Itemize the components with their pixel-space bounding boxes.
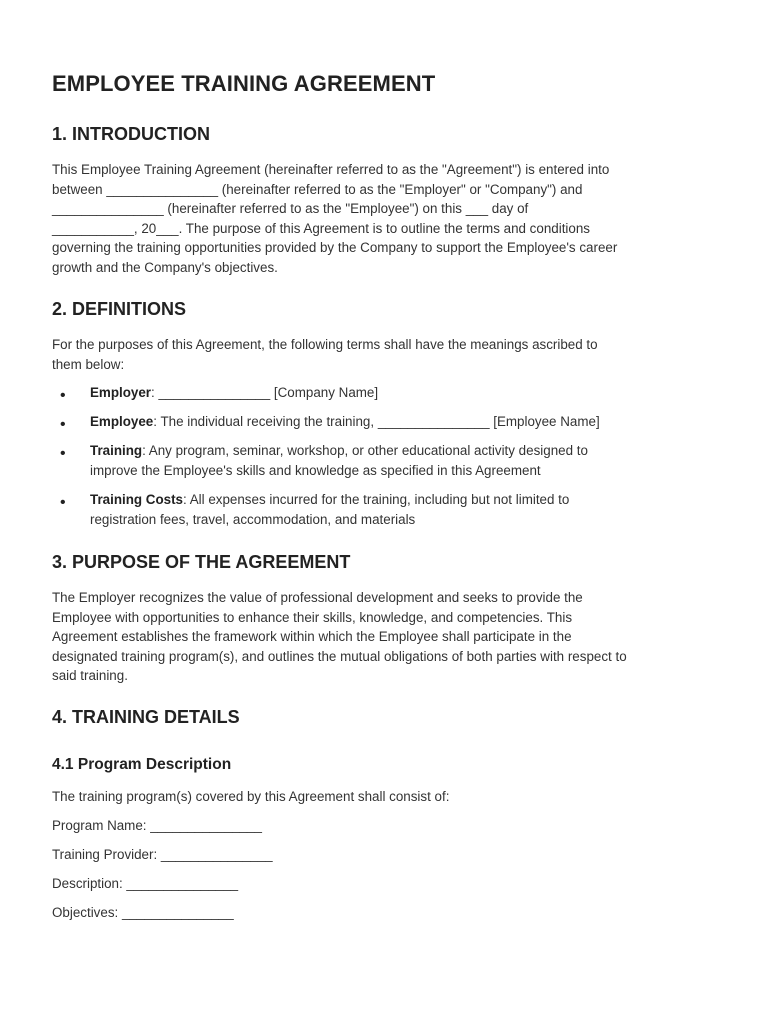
program-description-intro: The training program(s) covered by this Agreement shall consist of:	[52, 789, 450, 804]
definition-term: Training Costs	[90, 492, 184, 507]
bullet-icon: •	[60, 494, 66, 511]
description-field: Description: _______________	[52, 876, 239, 891]
definition-body: registration fees, travel, accommodation, and materials	[90, 511, 416, 527]
purpose-line: The Employer recognizes the value of professional development and seeks to provide the	[52, 590, 583, 605]
definition-term: Training	[90, 443, 143, 458]
purpose-heading: 3. PURPOSE OF THE AGREEMENT	[52, 552, 351, 572]
definition-text	[90, 441, 730, 480]
definitions-intro	[52, 335, 724, 374]
training-provider-field: Training Provider: _______________	[52, 847, 273, 862]
bullet-icon: •	[60, 445, 66, 462]
definitions-intro-line: them below:	[52, 356, 125, 372]
introduction-line: ___________, 20___. The purpose of this Agreement is to outline the terms and conditions	[52, 220, 590, 236]
definition-body: : The individual receiving the training, _______________ [Employee Name]	[153, 414, 600, 429]
introduction-line: _______________ (hereinafter referred to as the "Employee") on this ___ day of	[52, 201, 529, 216]
definition-text	[90, 383, 730, 403]
introduction-line: governing the training opportunities provided by the Company to support the Employee's career	[52, 240, 618, 255]
introduction-line: growth and the Company's objectives.	[52, 259, 278, 275]
bullet-icon: •	[60, 416, 66, 433]
introduction-line: This Employee Training Agreement (hereinafter referred to as the "Agreement") is entered into	[52, 162, 610, 177]
program-description-heading: 4.1 Program Description	[52, 756, 232, 773]
introduction-heading: 1. INTRODUCTION	[52, 124, 211, 144]
introduction-line: between _______________ (hereinafter referred to as the "Employer" or "Company") and	[52, 181, 583, 197]
bullet-icon: •	[60, 387, 66, 404]
definitions-intro-line: For the purposes of this Agreement, the following terms shall have the meanings ascribed to	[52, 337, 598, 352]
purpose-line: Agreement establishes the framework within which the Employee shall participate in the	[52, 629, 572, 644]
introduction-paragraph	[52, 160, 724, 277]
definition-term: Employer	[90, 385, 152, 400]
objectives-field: Objectives: _______________	[52, 905, 234, 920]
definition-body: : All expenses incurred for the training, including but not limited to	[183, 492, 570, 507]
program-name-field: Program Name: _______________	[52, 818, 262, 833]
definitions-heading: 2. DEFINITIONS	[52, 299, 187, 319]
definition-body: improve the Employee's skills and knowledge as specified in this Agreement	[90, 462, 541, 478]
document-title: EMPLOYEE TRAINING AGREEMENT	[52, 71, 436, 96]
purpose-line: Employee with opportunities to enhance their skills, knowledge, and competencies. This	[52, 609, 573, 625]
definition-text	[90, 490, 730, 529]
definition-body: : _______________ [Company Name]	[151, 385, 379, 400]
purpose-line: said training.	[52, 668, 128, 683]
purpose-paragraph	[52, 588, 724, 686]
purpose-line: designated training program(s), and outlines the mutual obligations of both parties with respect to	[52, 648, 627, 664]
definition-text	[90, 412, 730, 432]
definition-body: : Any program, seminar, workshop, or other educational activity designed to	[142, 443, 588, 458]
training-details-heading: 4. TRAINING DETAILS	[52, 707, 240, 727]
definition-term: Employee	[90, 414, 154, 429]
